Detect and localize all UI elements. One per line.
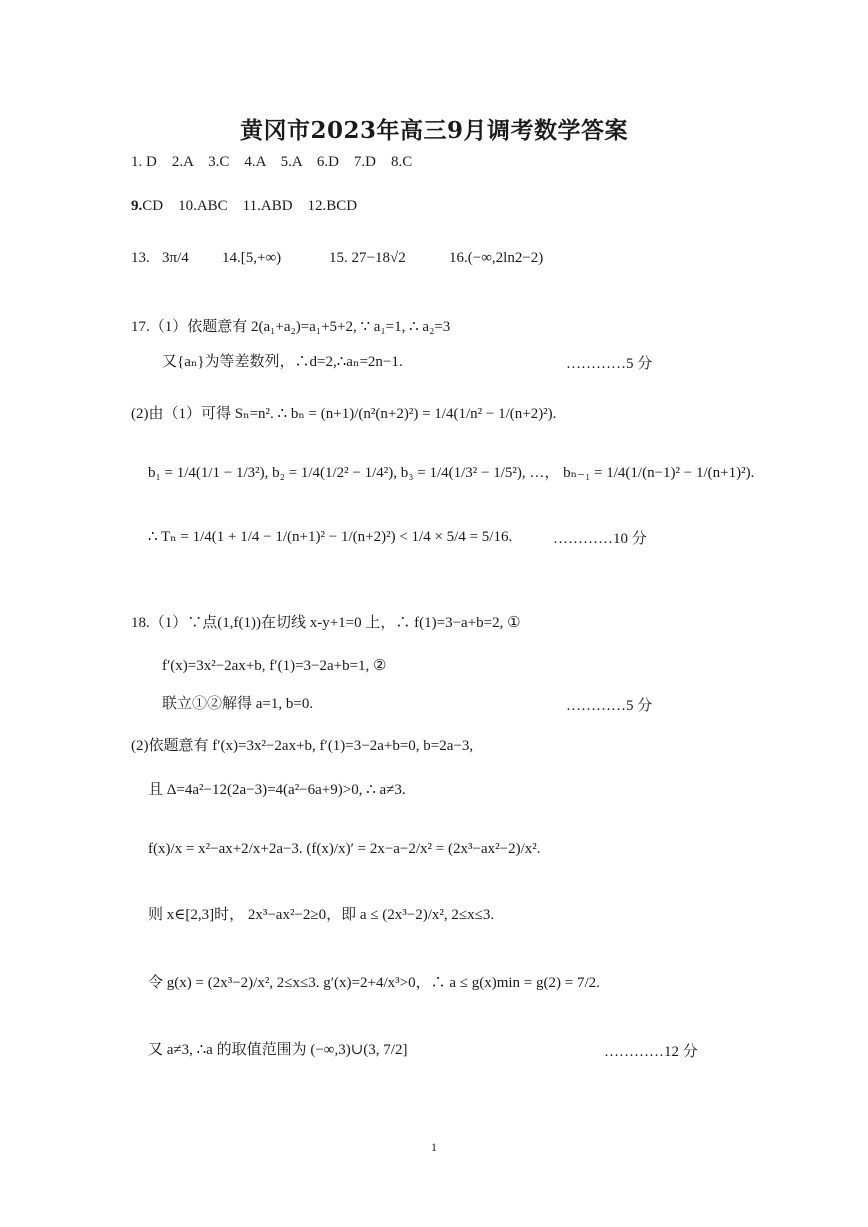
q18-line-3: 联立①②解得 a=1, b=0. — [162, 696, 314, 712]
q18-line-8: 令 g(x) = (2x³−2)/x², 2≤x≤3. g′(x)=2+4/x³>0，∴ a ≤ g(x)min = g(2) = 7/2. — [148, 975, 600, 991]
q18-part2-score: …………12 分 — [604, 1044, 698, 1060]
mc-row2-label: 9. — [131, 198, 143, 214]
q18-part1-score: …………5 分 — [566, 698, 653, 714]
q17-part1-score: …………5 分 — [566, 356, 653, 372]
q18-line-9: 又 a≠3, ∴a 的取值范围为 (−∞,3)∪(3, 7/2] — [148, 1042, 408, 1058]
q15-answer: 15. 27−18√2 — [329, 250, 406, 266]
q18-line-2: f′(x)=3x²−2ax+b, f′(1)=3−2a+b=1, ② — [162, 658, 387, 674]
page-number: 1 — [431, 1140, 437, 1154]
q17-line-4: b₁ = 1/4(1/1 − 1/3²), b₂ = 1/4(1/2² − 1/4²), b₃ = 1/4(1/3² − 1/5²), …， bₙ₋₁ = 1/4(1/(n−1)² − 1/(n+1)²). — [148, 465, 755, 481]
q18-line-7: 则 x∈[2,3]时， 2x³−ax²−2≥0，即 a ≤ (2x³−2)/x², 2≤x≤3. — [148, 907, 495, 923]
q17-part2-score: …………10 分 — [553, 531, 647, 547]
q13-answer: 3π/4 — [162, 250, 189, 266]
q18-line-4: (2)依题意有 f′(x)=3x²−2ax+b, f′(1)=3−2a+b=0, b=2a−3, — [131, 738, 474, 754]
q17-line-3: (2)由（1）可得 Sₙ=n². ∴ bₙ = (n+1)/(n²(n+2)²) = 1/4(1/n² − 1/(n+2)²). — [131, 406, 557, 422]
q13-label: 13. — [131, 250, 150, 266]
page-title: 黄冈市2023年高三9月调考数学答案 — [239, 117, 629, 144]
q16-answer: 16.(−∞,2ln2−2) — [449, 250, 544, 266]
mc-row2-answers: CD 10.ABC 11.ABD 12.BCD — [142, 198, 358, 214]
mc-answers-row-2 — [131, 196, 357, 216]
mc-answers-row-1: 1. D 2.A 3.C 4.A 5.A 6.D 7.D 8.C — [131, 154, 413, 170]
q18-line-6: f(x)/x = x²−ax+2/x+2a−3. (f(x)/x)′ = 2x−a−2/x² = (2x³−ax²−2)/x². — [148, 841, 541, 857]
q18-line-1: 18.（1）∵点(1,f(1))在切线 x-y+1=0 上，∴ f(1)=3−a+b=2, ① — [131, 615, 521, 631]
q14-answer: 14.[5,+∞) — [222, 250, 282, 266]
q18-line-5: 且 Δ=4a²−12(2a−3)=4(a²−6a+9)>0, ∴ a≠3. — [148, 782, 406, 798]
q17-line-5: ∴ Tₙ = 1/4(1 + 1/4 − 1/(n+1)² − 1/(n+2)²) < 1/4 × 5/4 = 5/16. — [148, 529, 513, 545]
q17-line-1: 17.（1）依题意有 2(a₁+a₂)=a₁+5+2, ∵ a₁=1, ∴ a₂=3 — [131, 319, 451, 335]
q17-line-2: 又{aₙ}为等差数列，∴d=2,∴aₙ=2n−1. — [162, 354, 403, 370]
